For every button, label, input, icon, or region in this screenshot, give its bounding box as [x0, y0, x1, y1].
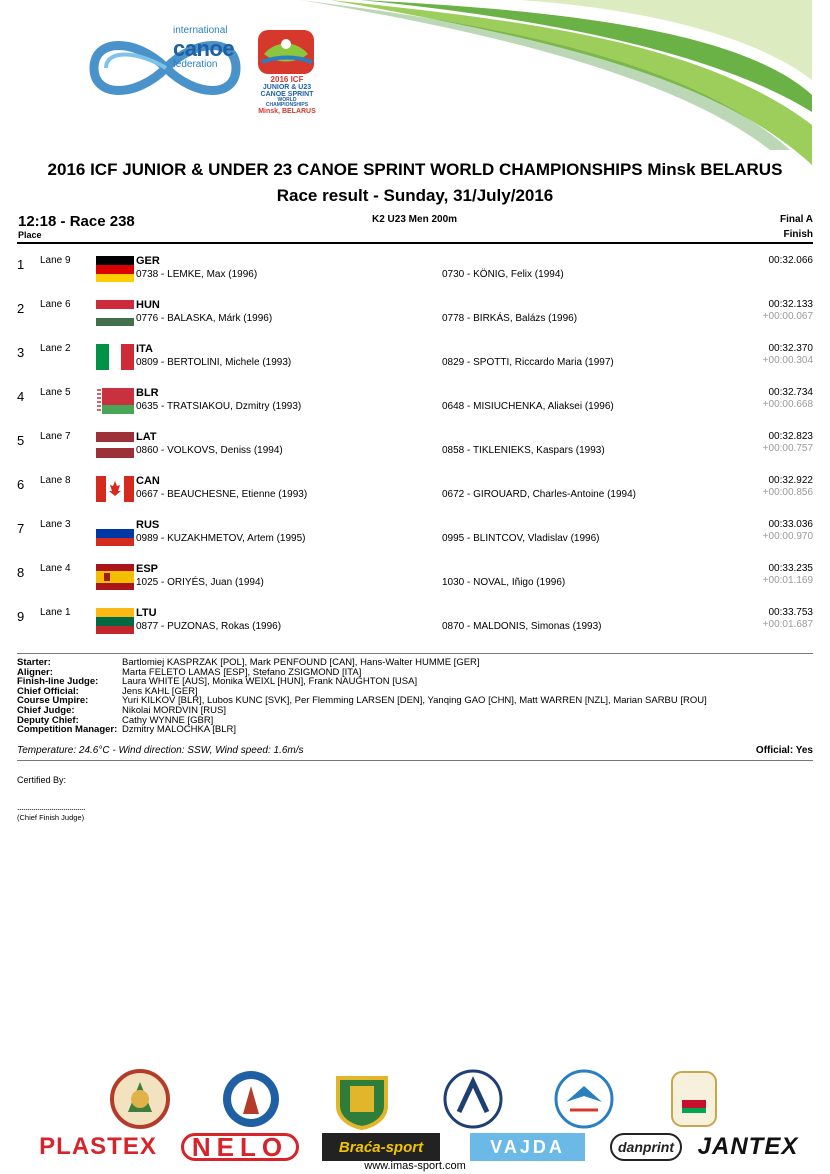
finish-column-header: Finish: [783, 229, 813, 240]
official-role: Aligner:: [17, 666, 53, 678]
result-row: [17, 430, 813, 474]
officials-divider: [17, 653, 813, 654]
flag-ltu-icon: [96, 608, 134, 634]
result-lane: Lane 2: [40, 343, 71, 354]
result-athlete-2: 0858 - TIKLENIEKS, Kaspars (1993): [442, 445, 605, 456]
sponsor-crest-4: [443, 1068, 503, 1130]
race-phase: Final A: [780, 214, 813, 225]
result-time: 00:32.823: [768, 431, 813, 442]
website-link[interactable]: www.imas-sport.com: [364, 1160, 466, 1172]
result-athlete-2: 0995 - BLINTCOV, Vladislav (1996): [442, 533, 600, 544]
official-row: [17, 706, 707, 716]
result-athlete-1: 0635 - TRATSIAKOU, Dzmitry (1993): [136, 401, 302, 412]
flag-esp-icon: [96, 564, 134, 590]
signature-line: ..................................: [17, 802, 86, 812]
official-row: [17, 677, 707, 687]
sponsor-brand-1: PLASTEX: [39, 1133, 157, 1160]
official-role: Starter:: [17, 657, 51, 668]
certified-by-label: Certified By:: [17, 775, 67, 785]
official-names: Laura WHITE [AUS], Monika WEIXL [HUN], Frank NAUGHTON [USA]: [122, 676, 418, 688]
result-diff: +00:01.687: [762, 619, 813, 630]
result-athlete-1: 0738 - LEMKE, Max (1996): [136, 269, 258, 280]
result-athlete-2: 0829 - SPOTTI, Riccardo Maria (1997): [442, 357, 614, 368]
result-time: 00:33.235: [768, 563, 813, 574]
result-diff: +00:00.970: [762, 531, 813, 542]
result-athlete-2: 0730 - KÖNIG, Felix (1994): [442, 269, 564, 280]
result-athlete-2: 1030 - NOVAL, Iñigo (1996): [442, 577, 566, 588]
flag-lat-icon: [96, 432, 134, 458]
result-diff: +00:00.757: [762, 443, 813, 454]
official-names: Yuri KILKOV [BLR], Lubos KUNC [SVK], Per Flemming LARSEN [DEN], Yanqing GAO [CHN], Matt WARREN [NZL], Marian SARBU [ROU]: [122, 695, 707, 707]
event-name: K2 U23 Men 200m: [372, 214, 458, 225]
official-role: Deputy Chief:: [17, 714, 79, 726]
result-lane: Lane 8: [40, 475, 71, 486]
event-logo-l4: Minsk, BELARUS: [258, 108, 316, 115]
result-athlete-1: 0776 - BALASKA, Márk (1996): [136, 313, 273, 324]
result-athlete-1: 0877 - PUZONAS, Rokas (1996): [136, 621, 282, 632]
officials-list: [17, 658, 707, 735]
result-nation: RUS: [136, 519, 160, 531]
icf-logo-text: [173, 26, 234, 70]
icf-logo-line2: canoe: [173, 35, 235, 61]
chief-finish-judge-label: (Chief Finish Judge): [17, 813, 85, 822]
sponsor-crest-5: [554, 1068, 614, 1130]
result-place: 4: [17, 389, 25, 404]
result-nation: CAN: [136, 475, 160, 487]
result-athlete-2: 0870 - MALDONIS, Simonas (1993): [442, 621, 602, 632]
sponsor-crest-2: [221, 1068, 281, 1130]
result-time: 00:32.922: [768, 475, 813, 486]
result-nation: LTU: [136, 607, 157, 619]
official-names: Nikolai MORDVIN [RUS]: [122, 704, 226, 716]
result-time: 00:33.753: [768, 607, 813, 618]
result-lane: Lane 5: [40, 387, 71, 398]
official-names: Cathy WYNNE [GBR]: [122, 714, 214, 726]
result-time: 00:32.370: [768, 343, 813, 354]
result-lane: Lane 3: [40, 519, 71, 530]
weather-info: Temperature: 24.6°C - Wind direction: SSW, Wind speed: 1.6m/s: [17, 745, 304, 756]
page-subtitle: Race result - Sunday, 31/July/2016: [276, 186, 554, 205]
header-divider: [17, 242, 813, 244]
result-place: 6: [17, 477, 25, 492]
result-diff: +00:00.856: [762, 487, 813, 498]
result-diff: +00:00.067: [762, 311, 813, 322]
result-nation: LAT: [136, 431, 157, 443]
result-row: [17, 474, 813, 518]
event-logo-l2: CANOE SPRINT: [260, 91, 314, 98]
result-lane: Lane 6: [40, 299, 71, 310]
result-athlete-2: 0778 - BIRKÁS, Balázs (1996): [442, 313, 578, 324]
result-place: 9: [17, 609, 25, 624]
official-role: Chief Official:: [17, 685, 79, 697]
result-place: 3: [17, 345, 25, 360]
flag-ita-icon: [96, 344, 134, 370]
flag-can-icon: [96, 476, 134, 502]
result-time: 00:32.734: [768, 387, 813, 398]
result-place: 2: [17, 301, 25, 316]
flag-hun-icon: [96, 300, 134, 326]
icf-logo-line1: international: [173, 25, 228, 36]
official-row: [17, 658, 707, 668]
result-time: 00:33.036: [768, 519, 813, 530]
official-role: Chief Judge:: [17, 704, 75, 716]
official-row: [17, 696, 707, 706]
result-athlete-1: 0989 - KUZAKHMETOV, Artem (1995): [136, 533, 306, 544]
event-logo-year: 2016 ICF: [270, 75, 304, 84]
result-place: 1: [17, 257, 25, 272]
event-logo-l1: JUNIOR & U23: [262, 84, 312, 91]
footer-divider: [17, 760, 813, 761]
official-row: [17, 725, 707, 735]
page-title: 2016 ICF JUNIOR & UNDER 23 CANOE SPRINT WORLD CHAMPIONSHIPS Minsk BELARUS: [47, 160, 783, 179]
result-nation: HUN: [136, 299, 160, 311]
result-row: [17, 342, 813, 386]
result-place: 8: [17, 565, 25, 580]
event-logo-text: [257, 76, 317, 115]
result-diff: +00:00.304: [762, 355, 813, 366]
flag-rus-icon: [96, 520, 134, 546]
result-row: [17, 562, 813, 606]
race-time-number: 12:18 - Race 238: [18, 213, 135, 230]
result-nation: BLR: [136, 387, 159, 399]
result-time: 00:32.066: [768, 255, 813, 266]
result-lane: Lane 9: [40, 255, 71, 266]
result-athlete-1: 0809 - BERTOLINI, Michele (1993): [136, 357, 292, 368]
result-row: [17, 606, 813, 650]
sponsor-brand-6: JANTEX: [697, 1133, 799, 1160]
sponsor-brand-4: VAJDA: [470, 1133, 585, 1161]
result-row: [17, 386, 813, 430]
result-diff: +00:00.668: [762, 399, 813, 410]
result-nation: GER: [136, 255, 160, 267]
official-role: Competition Manager:: [17, 724, 118, 736]
official-names: Dzmitry MALOCHKA [BLR]: [122, 724, 237, 736]
place-column-header: Place: [18, 230, 42, 240]
official-status: Official: Yes: [755, 745, 813, 756]
result-lane: Lane 4: [40, 563, 71, 574]
result-lane: Lane 7: [40, 431, 71, 442]
sponsor-crest-3: [332, 1068, 392, 1130]
result-athlete-1: 0860 - VOLKOVS, Deniss (1994): [136, 445, 283, 456]
icf-logo-line3: federation: [173, 58, 218, 70]
result-nation: ESP: [136, 563, 159, 575]
flag-blr-icon: [96, 388, 134, 414]
result-place: 7: [17, 521, 25, 536]
result-row: [17, 298, 813, 342]
result-time: 00:32.133: [768, 299, 813, 310]
result-diff: +00:01.169: [762, 575, 813, 586]
flag-ger-icon: [96, 256, 134, 282]
result-athlete-1: 1025 - ORIYÉS, Juan (1994): [136, 577, 264, 588]
official-role: Finish-line Judge:: [17, 676, 99, 688]
event-logo-l3: WORLD CHAMPIONSHIPS: [265, 97, 309, 108]
result-athlete-1: 0667 - BEAUCHESNE, Etienne (1993): [136, 489, 308, 500]
official-names: Bartlomiej KASPRZAK [POL], Mark PENFOUND [CAN], Hans-Walter HUMME [GER]: [122, 657, 480, 668]
result-row: [17, 254, 813, 298]
result-athlete-2: 0648 - MISIUCHENKA, Aliaksei (1996): [442, 401, 614, 412]
sponsor-brand-2: NELO: [181, 1133, 299, 1161]
official-row: [17, 716, 707, 726]
result-athlete-2: 0672 - GIROUARD, Charles-Antoine (1994): [442, 489, 636, 500]
sponsor-brand-5: danprint: [610, 1133, 682, 1161]
official-role: Course Umpire:: [17, 695, 89, 707]
result-place: 5: [17, 433, 25, 448]
sponsor-crest-6: [664, 1068, 724, 1130]
sponsor-crest-1: [110, 1068, 170, 1130]
official-names: Marta FELETO LAMAS [ESP], Stefano ZSIGMOND [ITA]: [122, 666, 362, 678]
official-names: Jens KAHL [GER]: [122, 685, 198, 697]
result-lane: Lane 1: [40, 607, 71, 618]
sponsor-brand-3: Braća-sport: [322, 1133, 440, 1161]
result-nation: ITA: [136, 343, 153, 355]
result-row: [17, 518, 813, 562]
